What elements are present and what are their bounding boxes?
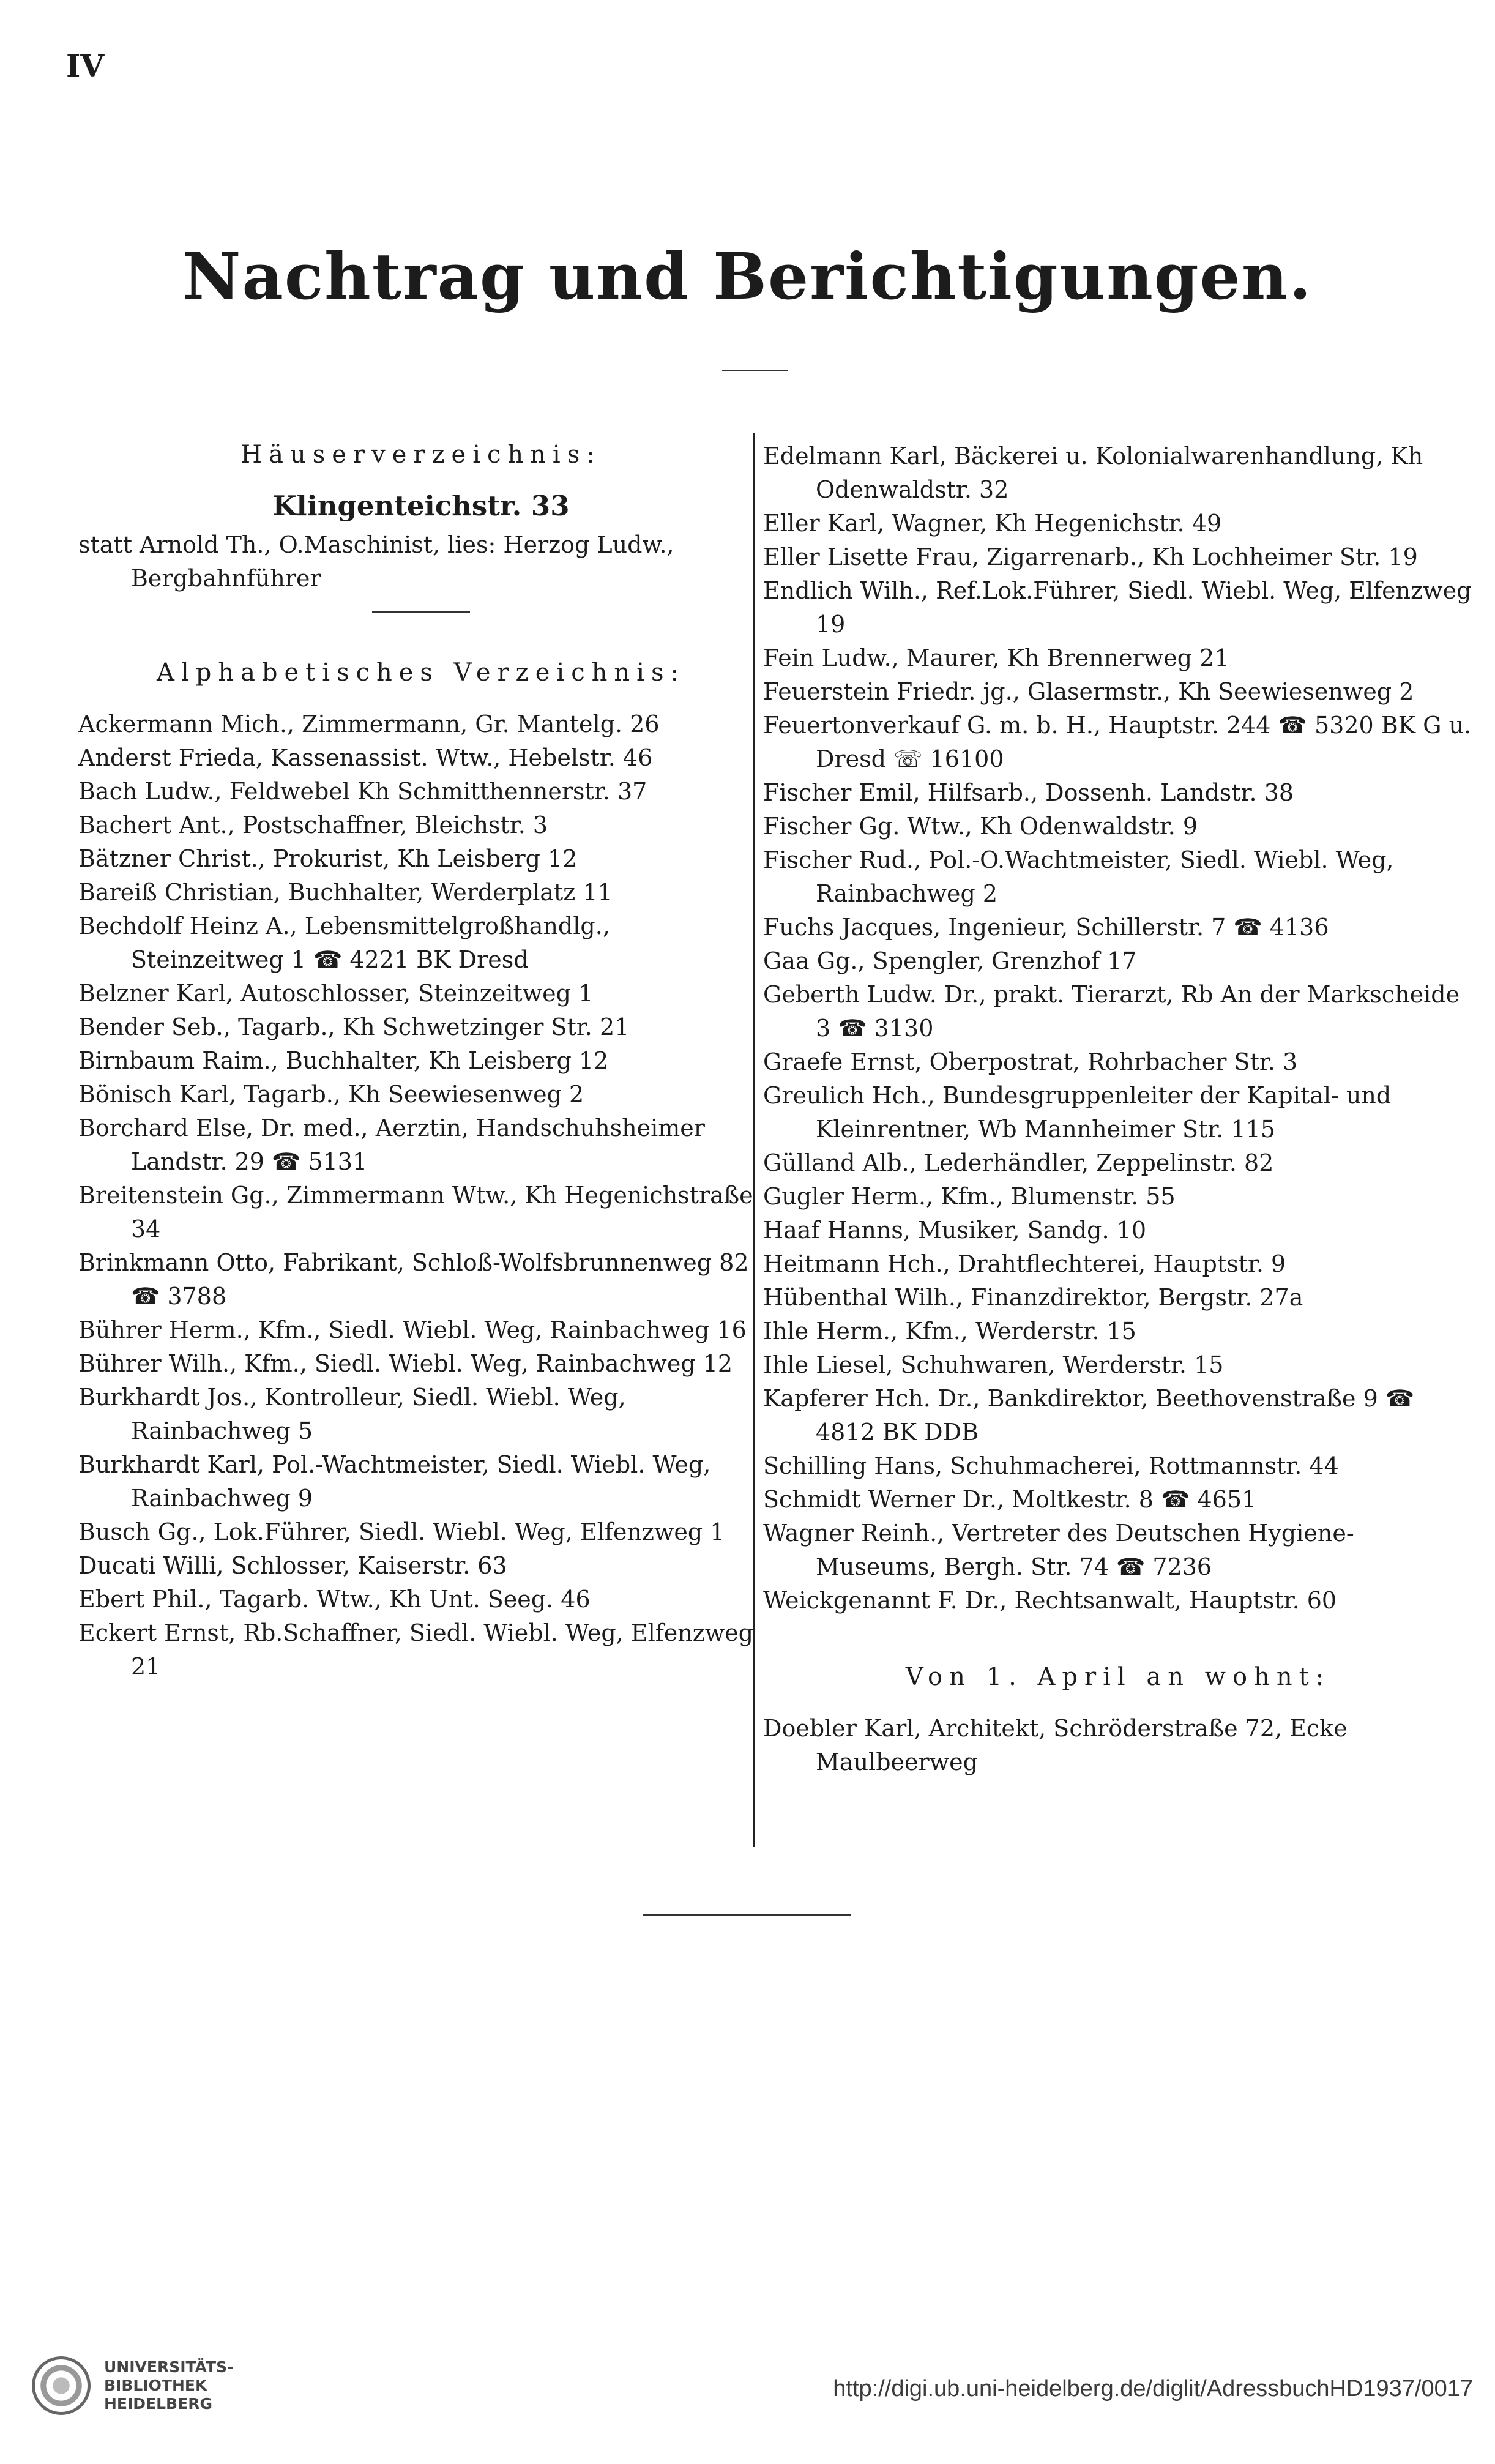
directory-entry: Ebert Phil., Tagarb. Wtw., Kh Unt. Seeg. 46 xyxy=(78,1586,591,1613)
april-heading: Von 1. April an wohnt: xyxy=(905,1663,1331,1691)
directory-entry: Ackermann Mich., Zimmermann, Gr. Mantelg. 26 xyxy=(78,711,660,737)
directory-entry: Fein Ludw., Maurer, Kh Brennerweg 21 xyxy=(763,644,1229,671)
directory-entry: Bönisch Karl, Tagarb., Kh Seewiesenweg 2 xyxy=(78,1081,584,1108)
library-name-line: UNIVERSITÄTS- xyxy=(104,2358,234,2376)
alphabetical-directory-heading: Alphabetisches Verzeichnis: xyxy=(157,659,685,687)
directory-entry: Eller Karl, Wagner, Kh Hegenichstr. 49 xyxy=(763,510,1222,537)
directory-entry: Bätzner Christ., Prokurist, Kh Leisberg 12 xyxy=(78,845,578,872)
directory-entry: Borchard Else, Dr. med., Aerztin, Handschuhsheimer Landstr. 29 ☎ 5131 xyxy=(78,1114,705,1175)
directory-entry: Bender Seb., Tagarb., Kh Schwetzinger Str. 21 xyxy=(78,1014,630,1040)
directory-entry: Ihle Herm., Kfm., Werderstr. 15 xyxy=(763,1318,1136,1345)
house-entry-list xyxy=(78,528,764,595)
directory-entry: Bührer Herm., Kfm., Siedl. Wiebl. Weg, Rainbachweg 16 xyxy=(78,1316,747,1343)
page-number: IV xyxy=(66,48,105,84)
directory-entry: Fischer Rud., Pol.-O.Wachtmeister, Siedl. Wiebl. Weg, Rainbachweg 2 xyxy=(763,846,1394,907)
section-divider xyxy=(372,611,470,613)
library-name-line: HEIDELBERG xyxy=(104,2395,212,2413)
library-name xyxy=(104,2358,233,2413)
directory-entry: Bechdolf Heinz A., Lebensmittelgroßhandlg., Steinzeitweg 1 ☎ 4221 BK Dresd xyxy=(78,913,610,973)
directory-entry: Gülland Alb., Lederhändler, Zeppelinstr. 82 xyxy=(763,1149,1274,1176)
directory-entry: Fischer Gg. Wtw., Kh Odenwaldstr. 9 xyxy=(763,813,1198,840)
directory-entry: Feuertonverkauf G. m. b. H., Hauptstr. 244 ☎ 5320 BK G u. Dresd ☏ 16100 xyxy=(763,712,1472,772)
directory-entry: Endlich Wilh., Ref.Lok.Führer, Siedl. Wiebl. Weg, Elfenzweg 19 xyxy=(763,577,1472,638)
directory-entry: Edelmann Karl, Bäckerei u. Kolonialwarenhandlung, Kh Odenwaldstr. 32 xyxy=(763,442,1423,503)
directory-entry: Wagner Reinh., Vertreter des Deutschen Hygiene-Museums, Bergh. Str. 74 ☎ 7236 xyxy=(763,1520,1354,1580)
directory-entry: Ducati Willi, Schlosser, Kaiserstr. 63 xyxy=(78,1552,507,1579)
directory-entry: Schmidt Werner Dr., Moltkestr. 8 ☎ 4651 xyxy=(763,1486,1257,1513)
directory-entry: Burkhardt Karl, Pol.-Wachtmeister, Siedl. Wiebl. Weg, Rainbachweg 9 xyxy=(78,1451,711,1512)
directory-entry: Gugler Herm., Kfm., Blumenstr. 55 xyxy=(763,1183,1176,1210)
spacer xyxy=(763,1618,1473,1658)
april-entry-list xyxy=(763,1712,1473,1779)
alphabetical-entry-list xyxy=(78,707,764,1684)
source-url[interactable]: http://digi.ub.uni-heidelberg.de/diglit/AdressbuchHD1937/0017 xyxy=(833,2376,1473,2402)
right-column xyxy=(763,439,1473,1779)
directory-entry: Haaf Hanns, Musiker, Sandg. 10 xyxy=(763,1217,1147,1244)
directory-entry: Burkhardt Jos., Kontrolleur, Siedl. Wiebl. Weg, Rainbachweg 5 xyxy=(78,1384,626,1444)
directory-entry: Schilling Hans, Schuhmacherei, Rottmannstr. 44 xyxy=(763,1452,1339,1479)
directory-entry: Eckert Ernst, Rb.Schaffner, Siedl. Wiebl. Weg, Elfenzweg 21 xyxy=(78,1619,754,1680)
directory-entry: Fischer Emil, Hilfsarb., Dossenh. Landstr. 38 xyxy=(763,779,1294,806)
end-divider xyxy=(643,1914,851,1916)
house-directory-heading: Häuserverzeichnis: xyxy=(240,441,602,469)
page-title: Nachtrag und Berichtigungen. xyxy=(182,239,1313,314)
directory-entry: Brinkmann Otto, Fabrikant, Schloß-Wolfsbrunnenweg 82 ☎ 3788 xyxy=(78,1249,749,1310)
directory-entry: statt Arnold Th., O.Maschinist, lies: Herzog Ludw., Bergbahnführer xyxy=(78,531,674,592)
left-column xyxy=(78,436,764,1684)
directory-entry: Birnbaum Raim., Buchhalter, Kh Leisberg 12 xyxy=(78,1047,609,1074)
directory-entry: Gaa Gg., Spengler, Grenzhof 17 xyxy=(763,947,1137,974)
directory-entry: Anderst Frieda, Kassenassist. Wtw., Hebelstr. 46 xyxy=(78,744,653,771)
directory-entry: Greulich Hch., Bundesgruppenleiter der Kapital- und Kleinrentner, Wb Mannheimer Str. 115 xyxy=(763,1082,1392,1143)
directory-entry: Doebler Karl, Architekt, Schröderstraße 72, Ecke Maulbeerweg xyxy=(763,1715,1348,1775)
title-divider xyxy=(722,370,788,371)
alphabetical-entry-list-continued xyxy=(763,439,1473,1618)
university-seal-icon xyxy=(32,2356,91,2415)
directory-entry: Feuerstein Friedr. jg., Glasermstr., Kh Seewiesenweg 2 xyxy=(763,678,1414,705)
directory-entry: Bareiß Christian, Buchhalter, Werderplatz 11 xyxy=(78,879,613,906)
directory-entry: Breitenstein Gg., Zimmermann Wtw., Kh Hegenichstraße 34 xyxy=(78,1182,753,1242)
directory-entry: Heitmann Hch., Drahtflechterei, Hauptstr. 9 xyxy=(763,1250,1286,1277)
directory-entry: Belzner Karl, Autoschlosser, Steinzeitweg 1 xyxy=(78,980,594,1007)
footer xyxy=(0,2350,1495,2442)
directory-entry: Graefe Ernst, Oberpostrat, Rohrbacher Str. 3 xyxy=(763,1048,1298,1075)
directory-entry: Bachert Ant., Postschaffner, Bleichstr. 3 xyxy=(78,812,548,838)
directory-entry: Geberth Ludw. Dr., prakt. Tierarzt, Rb An der Markscheide 3 ☎ 3130 xyxy=(763,981,1460,1042)
directory-entry: Weickgenannt F. Dr., Rechtsanwalt, Hauptstr. 60 xyxy=(763,1587,1337,1614)
directory-entry: Busch Gg., Lok.Führer, Siedl. Wiebl. Weg, Elfenzweg 1 xyxy=(78,1518,725,1545)
directory-entry: Kapferer Hch. Dr., Bankdirektor, Beethovenstraße 9 ☎ 4812 BK DDB xyxy=(763,1385,1415,1446)
directory-entry: Fuchs Jacques, Ingenieur, Schillerstr. 7 ☎ 4136 xyxy=(763,914,1329,941)
directory-entry: Eller Lisette Frau, Zigarrenarb., Kh Lochheimer Str. 19 xyxy=(763,543,1418,570)
directory-entry: Ihle Liesel, Schuhwaren, Werderstr. 15 xyxy=(763,1351,1224,1378)
house-street-heading: Klingenteichstr. 33 xyxy=(272,490,570,522)
directory-entry: Hübenthal Wilh., Finanzdirektor, Bergstr. 27a xyxy=(763,1284,1303,1311)
directory-entry: Bach Ludw., Feldwebel Kh Schmitthennerstr. 37 xyxy=(78,778,647,805)
library-logo xyxy=(32,2356,233,2415)
directory-entry: Bührer Wilh., Kfm., Siedl. Wiebl. Weg, Rainbachweg 12 xyxy=(78,1350,733,1377)
library-name-line: BIBLIOTHEK xyxy=(104,2376,207,2394)
